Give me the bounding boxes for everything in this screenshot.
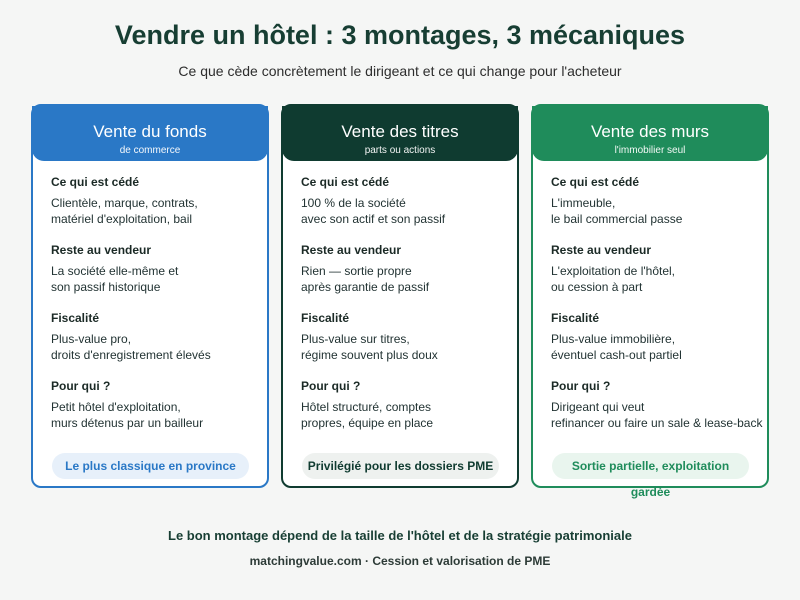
section-text — [301, 263, 517, 295]
section-line: Plus-value sur titres, — [301, 332, 410, 346]
section-text — [301, 331, 517, 363]
section-line: Petit hôtel d'exploitation, — [51, 400, 181, 414]
section-line: L'exploitation de l'hôtel, — [551, 264, 676, 278]
card-vente-titres — [281, 104, 519, 488]
section-line: Plus-value immobilière, — [551, 332, 676, 346]
section-label: Fiscalité — [551, 311, 600, 325]
section-line: son passif historique — [51, 280, 161, 294]
section-text — [551, 263, 767, 295]
section-line: La société elle-même et — [51, 264, 179, 278]
section-label: Pour qui ? — [51, 379, 111, 393]
section-line: le bail commercial passe — [551, 212, 683, 226]
section-text — [51, 263, 267, 295]
card-badge: Privilégié pour les dossiers PME — [302, 453, 499, 479]
card-body — [33, 161, 267, 475]
section-line: Clientèle, marque, contrats, — [51, 196, 198, 210]
card-subtitle: de commerce — [119, 145, 181, 156]
section-text — [551, 195, 767, 227]
section-label: Pour qui ? — [301, 379, 361, 393]
section-line: L'immeuble, — [551, 196, 616, 210]
card-header — [32, 106, 268, 161]
section-line: régime souvent plus doux — [301, 348, 438, 362]
card-body — [533, 161, 767, 475]
section-line: Dirigeant qui veut — [551, 400, 645, 414]
section-line: après garantie de passif — [301, 280, 430, 294]
section-cede — [551, 175, 767, 243]
section-cede — [51, 175, 267, 243]
section-fiscalite — [551, 311, 767, 379]
section-line: Plus-value pro, — [51, 332, 132, 346]
section-cede — [301, 175, 517, 243]
section-text — [551, 331, 767, 363]
section-line: avec son actif et son passif — [301, 212, 446, 226]
section-line: droits d'enregistrement élevés — [51, 348, 211, 362]
section-label: Fiscalité — [301, 311, 350, 325]
card-header — [282, 106, 518, 161]
section-reste-vendeur — [51, 243, 267, 311]
card-body — [283, 161, 517, 475]
section-label: Ce qui est cédé — [51, 175, 140, 189]
section-label: Ce qui est cédé — [301, 175, 390, 189]
section-text — [551, 399, 767, 431]
section-text — [51, 399, 267, 431]
section-text — [51, 331, 267, 363]
card-subtitle: parts ou actions — [364, 145, 436, 156]
section-text — [301, 195, 517, 227]
section-pour-qui — [51, 379, 267, 447]
card-title: Vente du fonds — [93, 122, 207, 141]
conclusion-text: Le bon montage dépend de la taille de l'hôtel et de la stratégie patrimoniale — [168, 528, 632, 543]
section-label: Ce qui est cédé — [551, 175, 640, 189]
card-subtitle: l'immobilier seul — [614, 145, 686, 156]
page-title: Vendre un hôtel : 3 montages, 3 mécaniques — [114, 20, 686, 50]
card-badge: Le plus classique en province — [52, 453, 249, 479]
section-fiscalite — [301, 311, 517, 379]
card-vente-murs — [531, 104, 769, 499]
section-label: Pour qui ? — [551, 379, 611, 393]
section-line: Rien — sortie propre — [301, 264, 412, 278]
section-label: Fiscalité — [51, 311, 100, 325]
section-fiscalite — [51, 311, 267, 379]
site-credit: matchingvalue.com · Cession et valorisation de PME — [249, 554, 551, 568]
section-text — [51, 195, 267, 227]
card-title: Vente des murs — [590, 122, 710, 141]
section-pour-qui — [551, 379, 767, 447]
section-reste-vendeur — [301, 243, 517, 311]
section-text — [301, 399, 517, 431]
section-label: Reste au vendeur — [51, 243, 152, 257]
section-line: Hôtel structuré, comptes — [301, 400, 432, 414]
card-header — [532, 106, 768, 161]
section-line: ou cession à part — [551, 280, 643, 294]
page-subtitle: Ce que cède concrètement le dirigeant et ce qui change pour l'acheteur — [178, 63, 622, 79]
section-line: 100 % de la société — [301, 196, 406, 210]
section-line: matériel d'exploitation, bail — [51, 212, 193, 226]
section-label: Reste au vendeur — [301, 243, 402, 257]
section-line: propres, équipe en place — [301, 416, 434, 430]
card-badge: Sortie partielle, exploitation gardée — [552, 453, 749, 479]
card-title: Vente des titres — [341, 122, 459, 141]
section-line: éventuel cash-out partiel — [551, 348, 682, 362]
section-line: refinancer ou faire un sale & lease-back — [551, 416, 763, 430]
section-label: Reste au vendeur — [551, 243, 652, 257]
section-reste-vendeur — [551, 243, 767, 311]
section-line: murs détenus par un bailleur — [51, 416, 204, 430]
section-pour-qui — [301, 379, 517, 447]
card-vente-fonds — [31, 104, 269, 488]
